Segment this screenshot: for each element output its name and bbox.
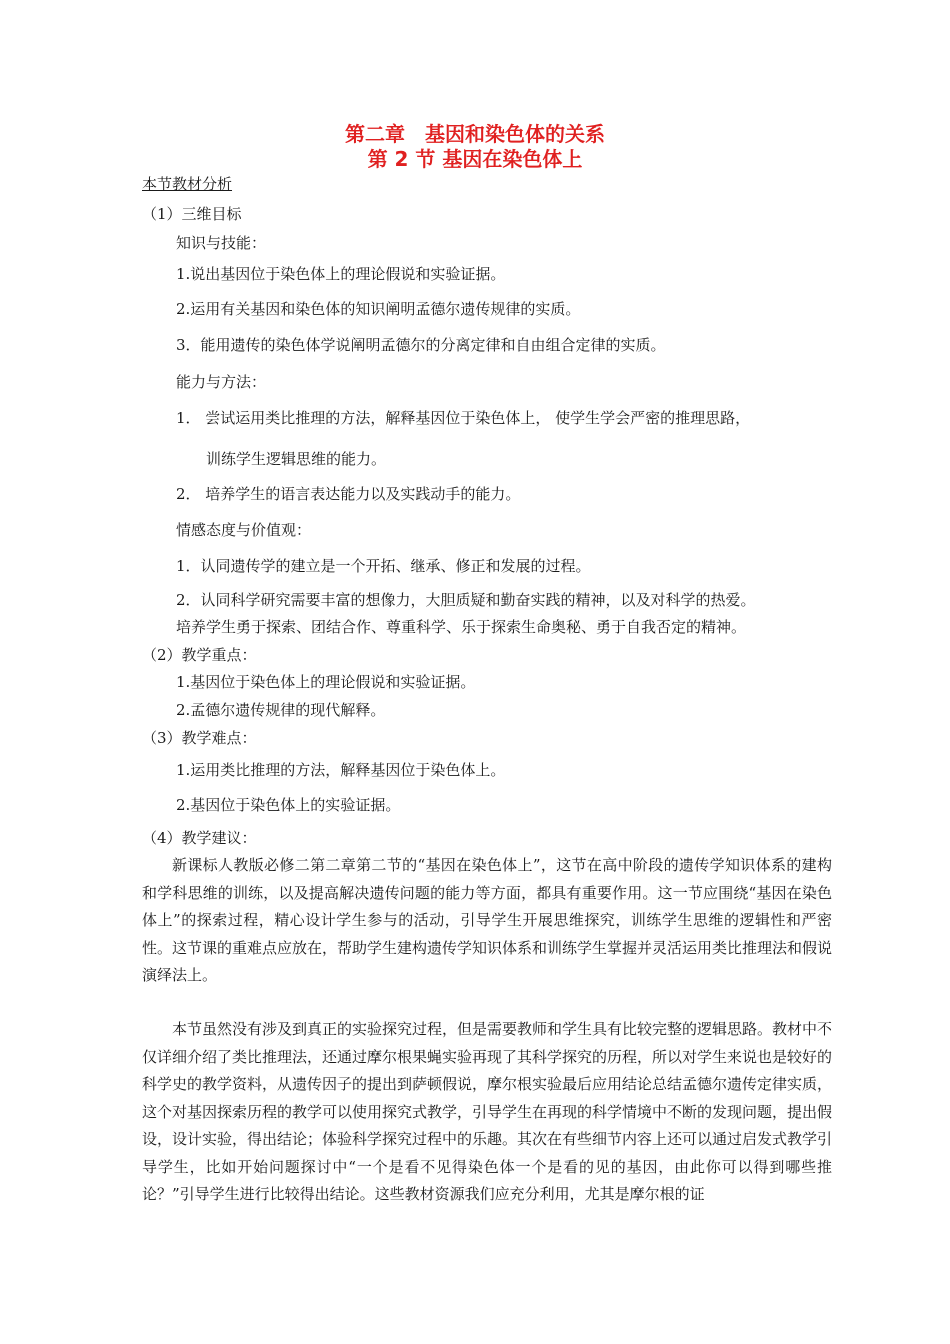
key-point-item: 2.孟德尔遗传规律的现代解释。 bbox=[176, 701, 386, 719]
ability-heading: 能力与方法： bbox=[176, 373, 267, 391]
knowledge-item: 2.运用有关基因和染色体的知识阐明孟德尔遗传规律的实质。 bbox=[176, 300, 581, 318]
difficulty-item: 2.基因位于染色体上的实验证据。 bbox=[176, 796, 401, 814]
ability-item-continued: 训练学生逻辑思维的能力。 bbox=[206, 450, 387, 468]
emotion-heading: 情感态度与价值观： bbox=[176, 521, 312, 539]
suggestions-paragraph: 新课标人教版必修二第二章第二节的“基因在染色体上”，这节在高中阶段的遗传学知识体系的建构和学科思维的训练，以及提高解决遗传问题的能力等方面，都具有重要作用。这一节应围绕“基因在染色体上”的探索过程，精心设计学生参与的活动，引导学生开展思维探究，训练学生思维的逻辑性和严密性。这节课的重难点应放在，帮助学生建构遗传学知识体系和训练学生掌握并灵活运用类比推理法和假说演绎法上。 bbox=[142, 856, 833, 984]
difficulties-heading: （3）教学难点： bbox=[142, 729, 257, 747]
ability-item: 1． 尝试运用类比推理的方法，解释基因位于染色体上， 使学生学会严密的推理思路， bbox=[176, 409, 751, 427]
knowledge-item: 1.说出基因位于染色体上的理论假说和实验证据。 bbox=[176, 265, 506, 283]
emotion-item: 1．认同遗传学的建立是一个开拓、继承、修正和发展的过程。 bbox=[176, 557, 591, 575]
emotion-item-continued: 培养学生勇于探索、团结合作、尊重科学、乐于探索生命奥秘、勇于自我否定的精神。 bbox=[176, 618, 747, 636]
suggestions-heading: （4）教学建议： bbox=[142, 829, 257, 847]
key-point-item: 1.基因位于染色体上的理论假说和实验证据。 bbox=[176, 673, 476, 691]
suggestions-paragraph: 本节虽然没有涉及到真正的实验探究过程，但是需要教师和学生具有比较完整的逻辑思路。教材中不仅详细介绍了类比推理法，还通过摩尔根果蝇实验再现了其科学探究的历程，所以对学生来说也是较好的科学史的教学资料，从遗传因子的提出到萨顿假说，摩尔根实验最后应用结论总结孟德尔遗传定律实质，这个对基因探索历程的教学可以使用探究式教学，引导学生在再现的科学情境中不断的发现问题，提出假设，设计实验，得出结论；体验科学探究过程中的乐趣。其次在有些细节内容上还可以通过启发式教学引导学生，比如开始问题探讨中“一个是看不见得染色体一个是看的见的基因，由此你可以得到哪些推论？”引导学生进行比较得出结论。这些教材资源我们应充分利用，尤其是摩尔根的证 bbox=[142, 1020, 833, 1203]
section-title: 第 2 节 基因在染色体上 bbox=[367, 147, 583, 171]
ability-item: 2． 培养学生的语言表达能力以及实践动手的能力。 bbox=[176, 485, 521, 503]
emotion-item: 2．认同科学研究需要丰富的想像力，大胆质疑和勤奋实践的精神，以及对科学的热爱。 bbox=[176, 591, 756, 609]
goals-heading: （1）三维目标 bbox=[142, 205, 242, 223]
knowledge-item: 3．能用遗传的染色体学说阐明孟德尔的分离定律和自由组合定律的实质。 bbox=[176, 336, 666, 354]
knowledge-heading: 知识与技能： bbox=[176, 234, 267, 252]
difficulty-item: 1.运用类比推理的方法，解释基因位于染色体上。 bbox=[176, 761, 506, 779]
key-points-heading: （2）教学重点： bbox=[142, 646, 257, 664]
analysis-heading: 本节教材分析 bbox=[142, 175, 233, 193]
chapter-title: 第二章 基因和染色体的关系 bbox=[345, 122, 605, 146]
